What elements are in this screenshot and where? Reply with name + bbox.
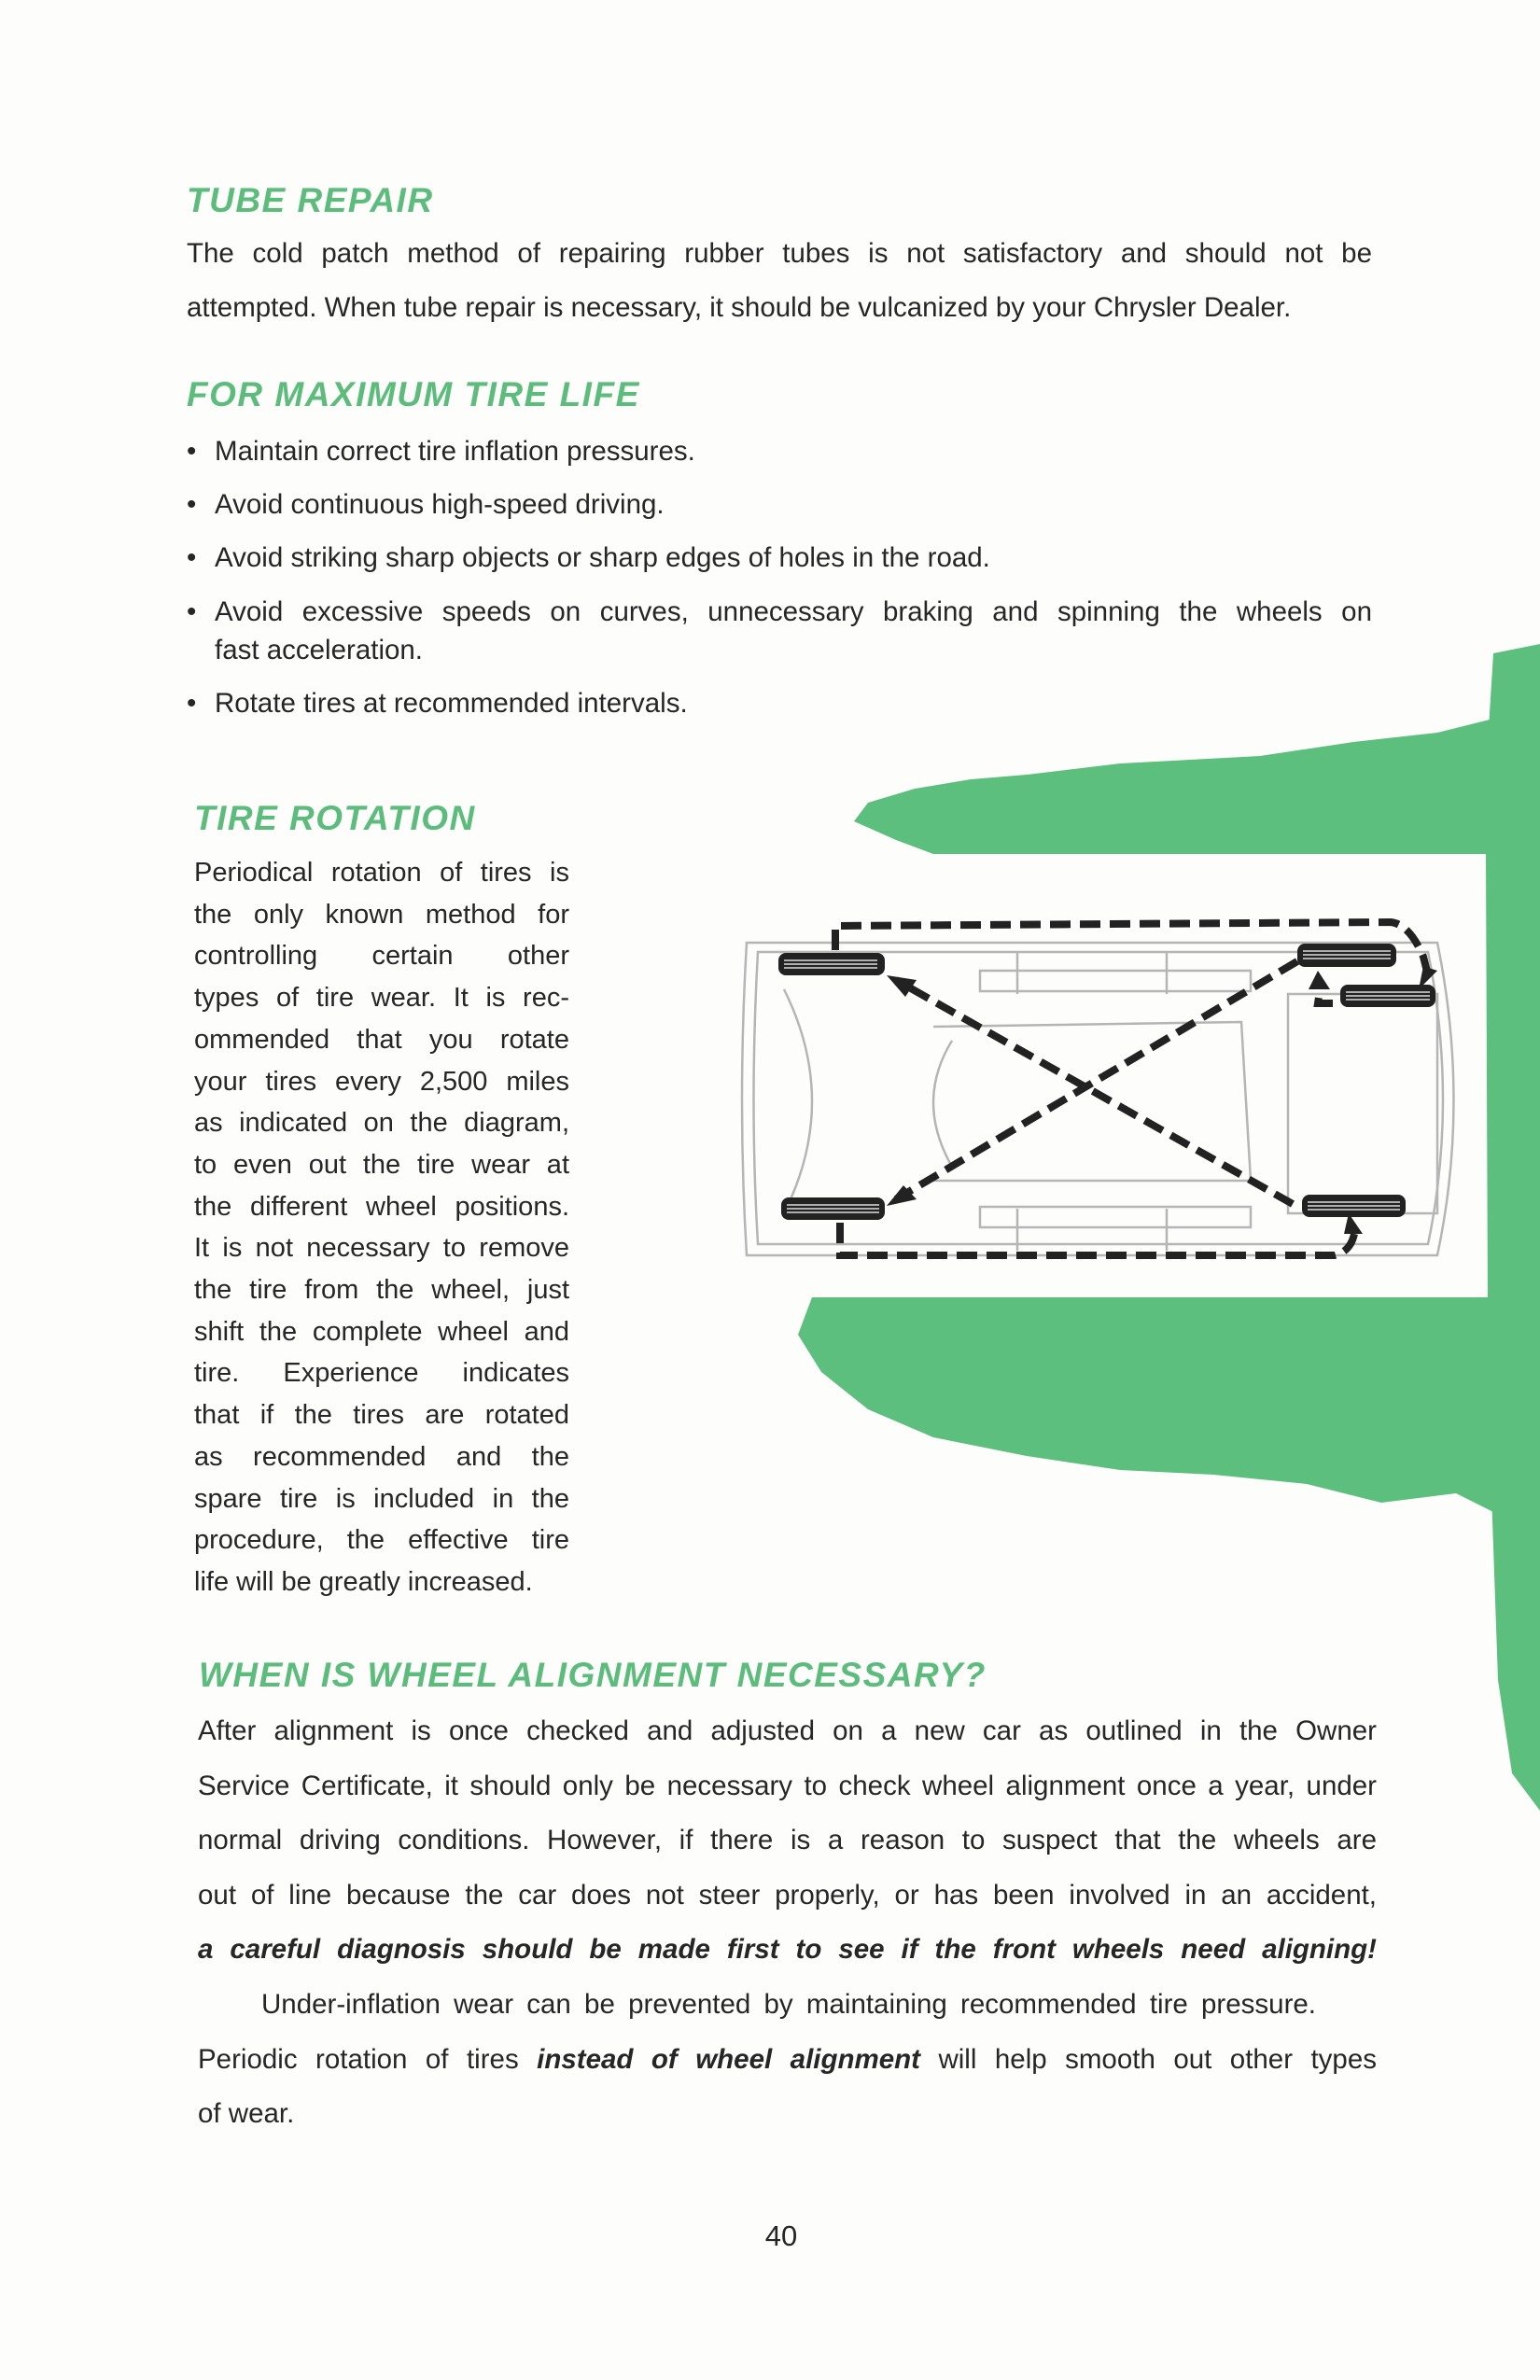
wheel-alignment-text: [198, 1704, 1377, 2142]
text-line: [198, 2033, 1377, 2088]
list-item: [187, 684, 688, 722]
text-line: as indicated on the diagram,: [194, 1108, 569, 1139]
text-line: tire. Experience indicates: [194, 1358, 569, 1389]
text-line: the tire from the wheel, just: [194, 1275, 569, 1306]
text-line: Rotate tires at recommended intervals.: [215, 688, 688, 719]
text-line: Maintain correct tire inflation pressures.: [215, 436, 695, 467]
text-line: Under-inflation wear can be prevented by maintaining recommended tire pressure.: [261, 1988, 1316, 2020]
bullet-icon: •: [187, 596, 197, 627]
text-line: normal driving conditions. However, if there is a reason to suspect that the wheels are: [198, 1825, 1377, 1856]
text-line: the different wheel positions.: [194, 1191, 569, 1222]
bullet-icon: •: [187, 688, 197, 719]
tire-rotation-text: [194, 852, 569, 1603]
text-line: shift the complete wheel and: [194, 1316, 569, 1347]
text-line: After alignment is once checked and adjusted on a new car as outlined in the Owner: [198, 1715, 1377, 1746]
text-line: fast acceleration.: [215, 635, 424, 665]
max-tire-life-heading: FOR MAXIMUM TIRE LIFE: [187, 375, 640, 413]
text-line: Periodical rotation of tires is: [194, 858, 569, 888]
tube-repair-text: [187, 227, 1372, 335]
text-line: types of tire wear. It is rec-: [194, 983, 569, 1014]
text-line: The cold patch method of repairing rubber tubes is not satisfactory and should not be: [187, 238, 1372, 269]
text-line: Avoid striking sharp objects or sharp edges of holes in the road.: [215, 542, 990, 573]
text-segment: will help smooth out other types: [919, 2043, 1377, 2075]
text-line: Avoid continuous high-speed driving.: [215, 489, 665, 520]
text-line: Service Certificate, it should only be necessary to check wheel alignment once a year, under: [198, 1770, 1377, 1801]
emphasis-segment: instead of wheel alignment: [537, 2043, 920, 2075]
text-line: attempted. When tube repair is necessary, it should be vulcanized by your Chrysler Dealer.: [187, 292, 1292, 323]
text-line: It is not necessary to remove: [194, 1233, 569, 1264]
list-item: [187, 593, 1372, 669]
list-item: [187, 539, 990, 577]
text-line: controlling certain other: [194, 941, 569, 972]
text-line: spare tire is included in the: [194, 1483, 569, 1514]
list-item: [187, 432, 695, 470]
page-number: 40: [764, 2219, 798, 2252]
emphasis-line: a careful diagnosis should be made first to see if the front wheels need aligning!: [198, 1934, 1377, 1966]
bullet-icon: •: [187, 489, 197, 520]
text-line: life will be greatly increased.: [194, 1566, 533, 1597]
text-line: ommended that you rotate: [194, 1024, 569, 1055]
text-line: procedure, the effective tire: [194, 1525, 569, 1556]
text-line: that if the tires are rotated: [194, 1400, 569, 1431]
text-line: the only known method for: [194, 899, 569, 930]
bullet-icon: •: [187, 542, 197, 573]
text-line: as recommended and the: [194, 1441, 569, 1472]
text-line: out of line because the car does not steer properly, or has been involved in an accident,: [198, 1879, 1377, 1911]
text-line: your tires every 2,500 miles: [194, 1066, 569, 1097]
wheel-alignment-heading: WHEN IS WHEEL ALIGNMENT NECESSARY?: [199, 1656, 987, 1694]
tire-rotation-heading: TIRE ROTATION: [194, 799, 476, 837]
text-line: to even out the tire wear at: [194, 1149, 569, 1180]
text-segment: Periodic rotation of tires: [198, 2043, 538, 2075]
text-line: Avoid excessive speeds on curves, unnecessary braking and spinning the wheels on: [215, 596, 1372, 627]
tube-repair-heading: TUBE REPAIR: [187, 181, 434, 219]
bullet-icon: •: [187, 436, 197, 467]
text-line: of wear.: [198, 2098, 295, 2130]
list-item: [187, 485, 665, 524]
